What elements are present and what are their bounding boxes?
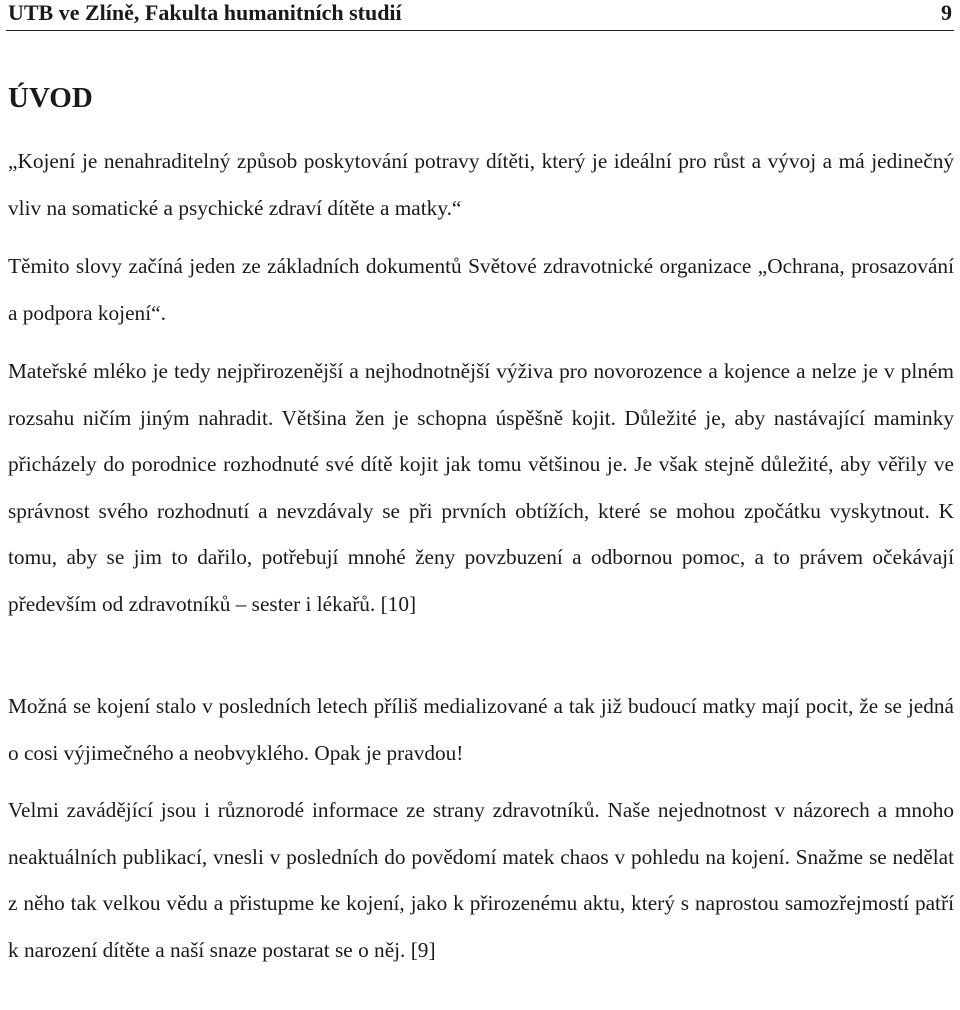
paragraph-quote: „Kojení je nenahraditelný způsob poskytování potravy dítěti, který je ideální pro růst a vývoj a má jedinečný vliv na somatické a psychické zdraví dítěte a matky.“ <box>8 149 954 220</box>
chapter-title: ÚVOD <box>8 82 93 114</box>
paragraph-source: Těmito slovy začíná jeden ze základních dokumentů Světové zdravotnické organizace „Ochrana, prosazování a podpora kojení“. <box>8 254 954 325</box>
paragraph-media: Možná se kojení stalo v posledních letech příliš medializované a tak již budoucí matky mají pocit, že se jedná o cosi výjimečného a neobvyklého. Opak je pravdou! <box>8 694 954 765</box>
running-header <box>6 0 954 31</box>
page-number: 9 <box>941 0 952 25</box>
paragraph-information: Velmi zavádějící jsou i různorodé informace ze strany zdravotníků. Naše nejednotnost v názorech a mnoho neaktuálních publikací, vnesli v posledních do povědomí matek chaos v pohledu na kojení. Snažme se nedělat z něho tak velkou vědu a přistupme ke kojení, jako k přirozenému aktu, který s naprostou samozřejmostí patří k narození dítěte a naší snaze postarat se o něj. [9] <box>8 798 954 962</box>
paragraph-breast-milk: Mateřské mléko je tedy nejpřirozenější a nejhodnotnější výživa pro novorozence a kojence a nelze je v plném rozsahu ničím jiným nahradit. Většina žen je schopna úspěšně kojit. Důležité je, aby nastávající maminky přicházely do porodnice rozhodnuté své dítě kojit jak tomu většinou je. Je však stejně důležité, aby věřily ve správnost svého rozhodnutí a nevzdávaly se při prvních obtížích, které se mohou zpočátku vyskytnout. K tomu, aby se jim to dařilo, potřebují mnohé ženy povzbuzení a odbornou pomoc, a to právem očekávají především od zdravotníků – sester i lékařů. [10] <box>8 359 954 616</box>
header-title: UTB ve Zlíně, Fakulta humanitních studií <box>8 0 402 25</box>
